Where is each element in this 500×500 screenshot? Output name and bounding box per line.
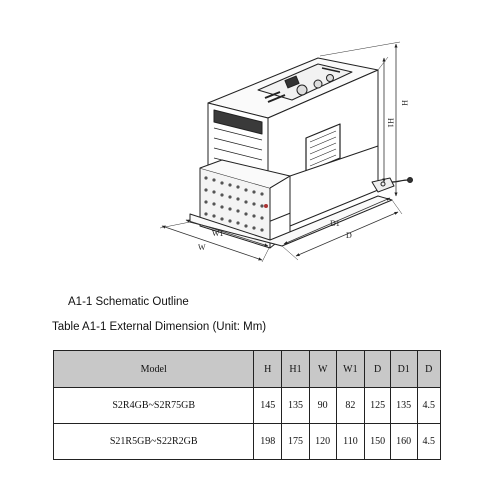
cell-h1: 175: [282, 424, 310, 460]
cell-w1: 110: [336, 424, 365, 460]
table-header-row: [54, 351, 441, 388]
cell-d-mount: 4.5: [417, 424, 441, 460]
cell-h: 145: [254, 388, 282, 424]
figure-caption: A1-1 Schematic Outline: [68, 296, 189, 308]
keypad-knob-2: [314, 80, 322, 88]
table-row: [54, 388, 441, 424]
cell-d: 150: [365, 424, 391, 460]
dimension-table: [53, 350, 441, 460]
cell-w: 90: [309, 388, 336, 424]
ground-cable: [392, 180, 408, 182]
label-h1: H1: [386, 118, 395, 128]
header-w: W: [309, 351, 336, 388]
cell-w: 120: [309, 424, 336, 460]
header-h1: H1: [282, 351, 310, 388]
label-w1: W1: [212, 229, 224, 238]
header-d-mount: D: [417, 351, 441, 388]
header-model: Model: [54, 351, 254, 388]
cell-d: 125: [365, 388, 391, 424]
cell-h: 198: [254, 424, 282, 460]
table-caption: Table A1-1 External Dimension (Unit: Mm): [52, 321, 267, 333]
header-d: D: [365, 351, 391, 388]
header-w1: W1: [336, 351, 365, 388]
cell-model: S21R5GB~S22R2GB: [54, 424, 254, 460]
table-row: [54, 424, 441, 460]
keypad-knob-3: [327, 75, 334, 82]
cell-model: S2R4GB~S2R75GB: [54, 388, 254, 424]
label-d: D: [346, 231, 352, 240]
keypad-knob: [297, 85, 307, 95]
header-h: H: [254, 351, 282, 388]
label-h: H: [400, 100, 409, 106]
header-d1: D1: [390, 351, 417, 388]
label-w: W: [198, 243, 206, 252]
label-d1: D1: [330, 219, 340, 228]
cell-d1: 135: [390, 388, 417, 424]
cell-h1: 135: [282, 388, 310, 424]
cell-d1: 160: [390, 424, 417, 460]
cell-d-mount: 4.5: [417, 388, 441, 424]
cell-w1: 82: [336, 388, 365, 424]
